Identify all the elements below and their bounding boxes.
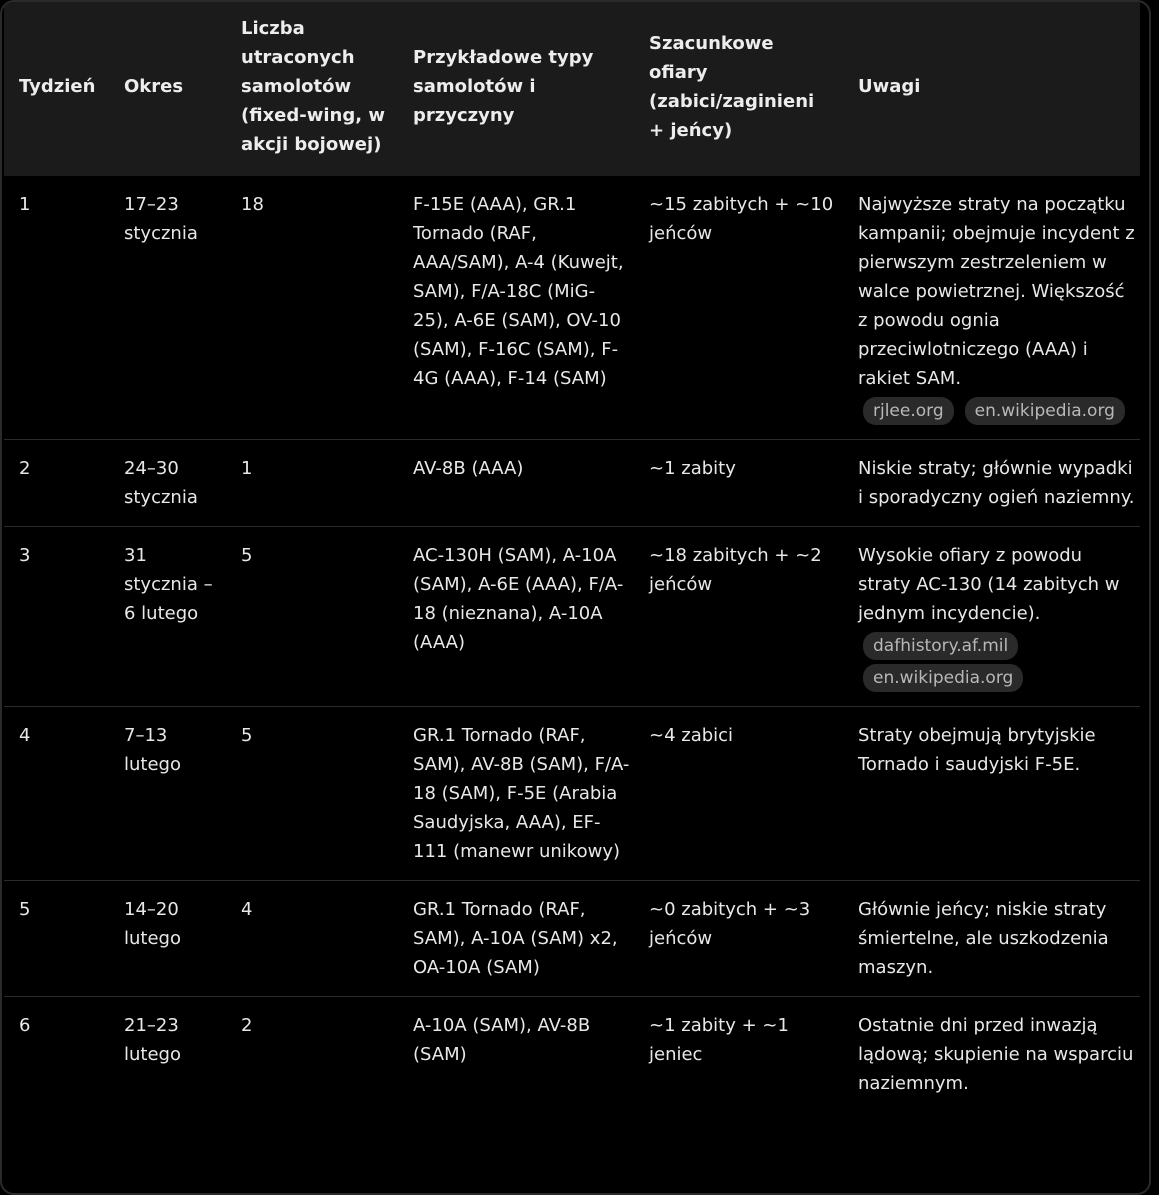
table-row: [4, 881, 1140, 997]
cell-losses: 5: [226, 527, 398, 707]
cell-notes: Straty obejmują brytyjskie Tornado i saudyjski F-5E.: [843, 707, 1140, 881]
cell-casualties: ~15 zabitych + ~10 jeńców: [634, 176, 843, 440]
notes-text: Najwyższe straty na początku kampanii; obejmuje incydent z pierwszym zestrzeleniem w walce powietrznej. Większość z powodu ognia przeciwlotniczego (AAA) i rakiet SAM.: [858, 194, 1135, 389]
cell-losses: 1: [226, 440, 398, 527]
cell-types: A-10A (SAM), AV-8B (SAM): [413, 1015, 591, 1065]
cell-casualties: ~1 zabity: [634, 440, 843, 527]
source-chip[interactable]: en.wikipedia.org: [965, 397, 1125, 425]
cell-notes: [843, 176, 1140, 440]
losses-table: [4, 2, 1140, 1112]
cell-types: GR.1 Tornado (RAF, SAM), AV-8B (SAM), F/A-18 (SAM), F-5E (Arabia Saudyjska, AAA), EF-111 (manewr unikowy): [398, 707, 634, 881]
table-row: [4, 997, 1140, 1113]
cell-period: 31 stycznia – 6 lutego: [109, 527, 226, 707]
cell-notes: Ostatnie dni przed inwazją lądową; skupienie na wsparciu naziemnym.: [858, 1015, 1134, 1094]
cell-types: AV-8B (AAA): [398, 440, 634, 527]
cell-types: GR.1 Tornado (RAF, SAM), A-10A (SAM) x2, OA-10A (SAM): [398, 881, 634, 997]
cell-week: 4: [4, 707, 109, 881]
cell-week: 6: [19, 1015, 31, 1036]
source-chips: [858, 393, 1136, 425]
cell-casualties: ~4 zabici: [634, 707, 843, 881]
header-period: Okres: [124, 76, 184, 97]
source-chip[interactable]: en.wikipedia.org: [863, 664, 1023, 692]
cell-notes: [843, 527, 1140, 707]
cell-losses: 5: [226, 707, 398, 881]
header-week: Tydzień: [19, 76, 96, 97]
cell-notes: Niskie straty; głównie wypadki i sporadyczny ogień naziemny.: [843, 440, 1140, 527]
table-row: [4, 176, 1140, 440]
header-types: Przykładowe typy samolotów i przyczyny: [413, 47, 594, 126]
cell-week: 5: [4, 881, 109, 997]
notes-text: Wysokie ofiary z powodu straty AC-130 (14 zabitych w jednym incydencie).: [858, 545, 1120, 624]
cell-week: 2: [4, 440, 109, 527]
cell-losses: 4: [226, 881, 398, 997]
cell-week: 3: [4, 527, 109, 707]
table-row: [4, 440, 1140, 527]
cell-losses: 2: [241, 1015, 253, 1036]
cell-types: F-15E (AAA), GR.1 Tornado (RAF, AAA/SAM), A-4 (Kuwejt, SAM), F/A-18C (MiG-25), A-6E (SAM), OV-10 (SAM), F-16C (SAM), F-4G (AAA), F-14 (SAM): [398, 176, 634, 440]
cell-period: 21–23 lutego: [124, 1015, 181, 1065]
cell-casualties: ~0 zabitych + ~3 jeńców: [634, 881, 843, 997]
cell-period: 7–13 lutego: [109, 707, 226, 881]
header-row: [4, 2, 1140, 176]
table-row: [4, 707, 1140, 881]
cell-notes: Głównie jeńcy; niskie straty śmiertelne, ale uszkodzenia maszyn.: [843, 881, 1140, 997]
source-chip[interactable]: rjlee.org: [863, 397, 954, 425]
cell-casualties: ~18 zabitych + ~2 jeńców: [634, 527, 843, 707]
header-casualties: Szacunkowe ofiary (zabici/zaginieni + jeńcy): [649, 32, 815, 141]
source-chip[interactable]: dafhistory.af.mil: [863, 632, 1018, 660]
cell-period: 17–23 stycznia: [109, 176, 226, 440]
cell-period: 24–30 stycznia: [109, 440, 226, 527]
table-body: [4, 176, 1140, 1112]
source-chips: [858, 660, 1136, 692]
table-header: [4, 2, 1140, 176]
cell-types: AC-130H (SAM), A-10A (SAM), A-6E (AAA), F/A-18 (nieznana), A-10A (AAA): [398, 527, 634, 707]
table-row: [4, 527, 1140, 707]
cell-week: 1: [4, 176, 109, 440]
cell-losses: 18: [226, 176, 398, 440]
header-losses: Liczba utraconych samolotów (fixed-wing, w akcji bojowej): [241, 18, 385, 155]
cell-period: 14–20 lutego: [109, 881, 226, 997]
header-notes: Uwagi: [858, 76, 921, 97]
source-chips: [858, 628, 1136, 660]
cell-casualties: ~1 zabity + ~1 jeniec: [649, 1015, 789, 1065]
